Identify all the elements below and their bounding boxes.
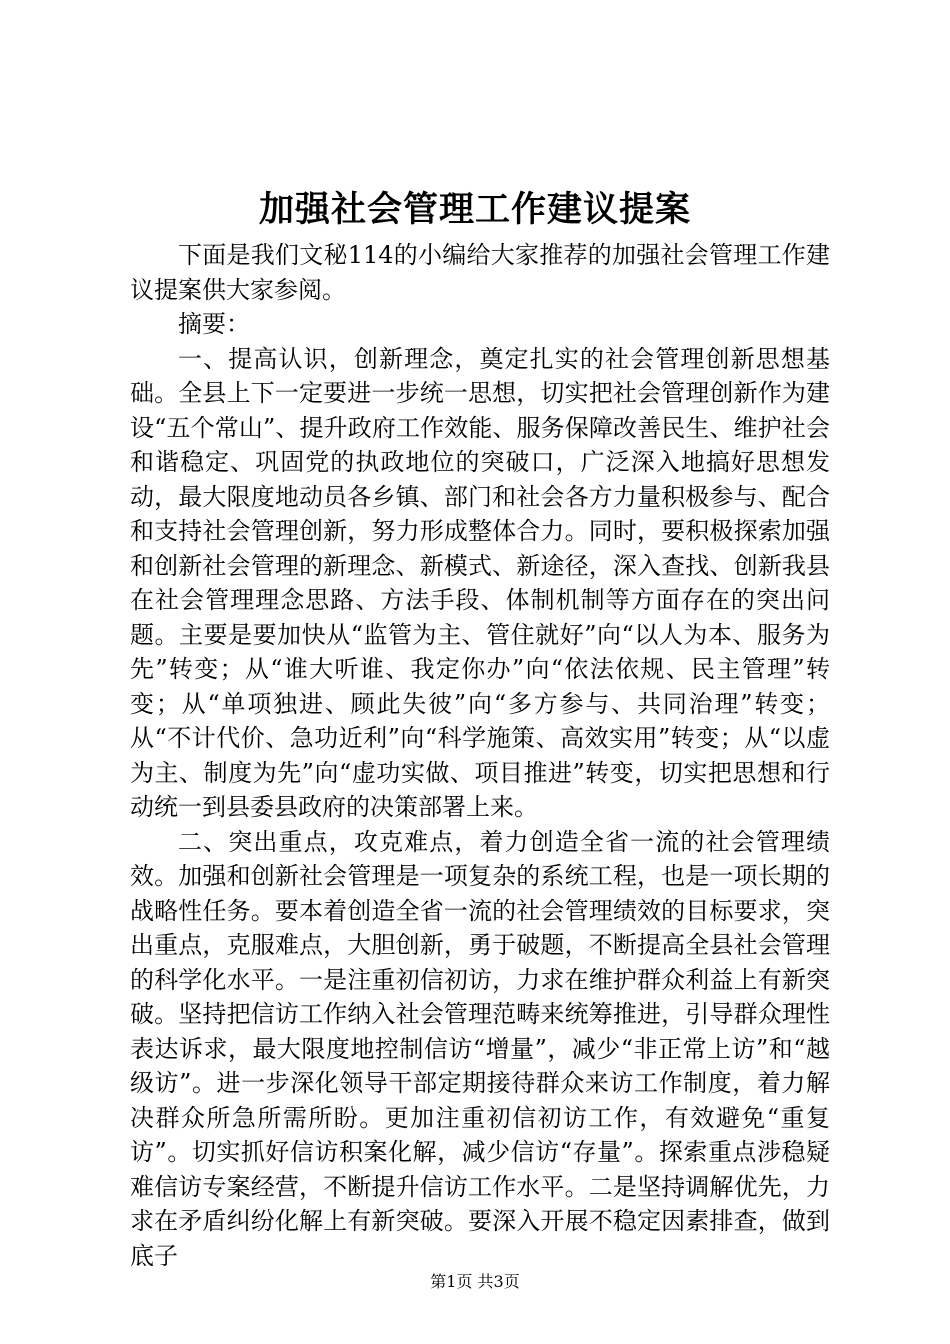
document-title: 加强社会管理工作建议提案 (258, 189, 691, 230)
paragraph-intro: 下面是我们文秘114的小编给大家推荐的加强社会管理工作建议提案供大家参阅。 (130, 241, 830, 304)
page-footer: 第1页 共3页 (430, 1272, 520, 1291)
paragraph-abstract-label: 摘要： (178, 310, 250, 338)
paragraph-section-two: 二、突出重点，攻克难点，着力创造全省一流的社会管理绩效。加强和创新社会管理是一项复杂的系统工程，也是一项长期的战略性任务。要本着创造全省一流的社会管理绩效的目标要求，突出重点，克服难点，大胆创新，勇于破题，不断提高全县社会管理的科学化水平。一是注重初信初访，力求在维护群众利益上有新突破。坚持把信访工作纳入社会管理范畴来统筹推进，引导群众理性表达诉求，最大限度地控制信访“增量”，减少“非正常上访”和“越级访”。进一步深化领导干部定期接待群众来访工作制度，着力解决群众所急所需所盼。更加注重初信初访工作，有效避免“重复访”。切实抓好信访积案化解，减少信访“存量”。探索重点涉稳疑难信访专案经营，不断提升信访工作水平。二是坚持调解优先，力求在矛盾纠纷化解上有新突破。要深入开展不稳定因素排查，做到底子 (130, 827, 830, 1270)
paragraph-section-one: 一、提高认识，创新理念，奠定扎实的社会管理创新思想基础。全县上下一定要进一步统一思想，切实把社会管理创新作为建设“五个常山”、提升政府工作效能、服务保障改善民生、维护社会和谐稳定、巩固党的执政地位的突破口，广泛深入地搞好思想发动，最大限度地动员各乡镇、部门和社会各方力量积极参与、配合和支持社会管理创新，努力形成整体合力。同时，要积极探索加强和创新社会管理的新理念、新模式、新途径，深入查找、创新我县在社会管理理念思路、方法手段、体制机制等方面存在的突出问题。主要是要加快从“监管为主、管住就好”向“以人为本、服务为先”转变；从“谁大听谁、我定你办”向“依法依规、民主管理”转变；从“单项独进、顾此失彼”向“多方参与、共同治理”转变；从“不计代价、急功近利”向“科学施策、高效实用”转变；从“以虚为主、制度为先”向“虚功实做、项目推进”转变，切实把思想和行动统一到县委县政府的决策部署上来。 (130, 344, 830, 821)
document-body (130, 238, 830, 1273)
